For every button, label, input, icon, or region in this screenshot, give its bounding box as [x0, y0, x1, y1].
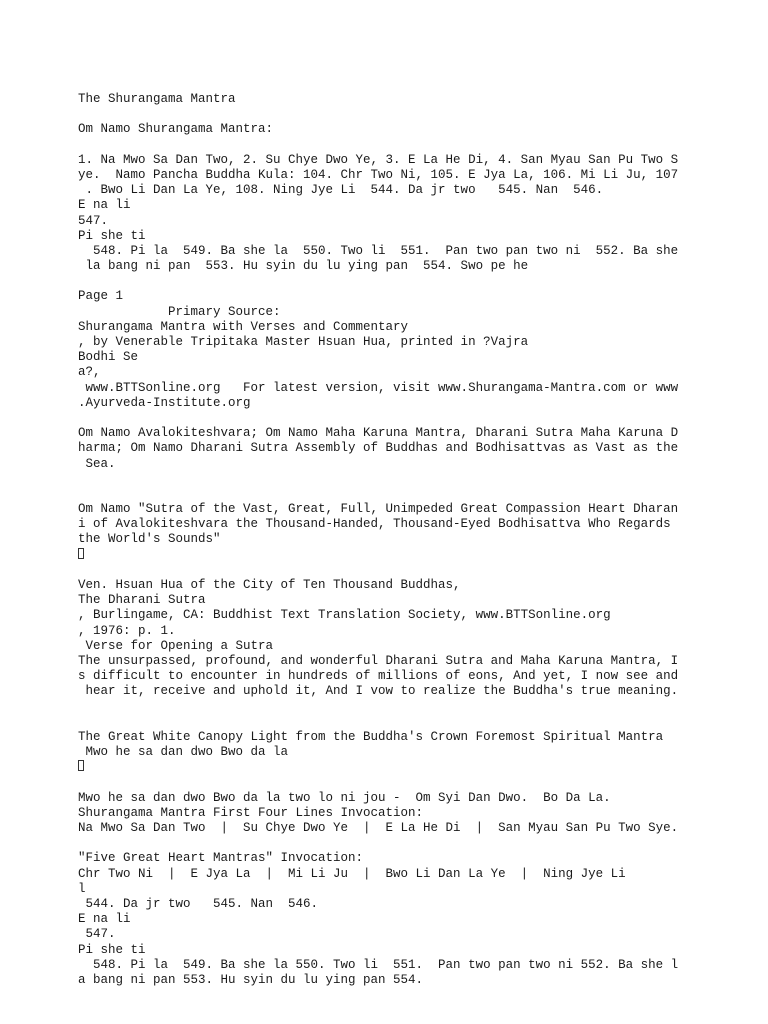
- blank-line: [78, 411, 698, 426]
- text-line: i of Avalokiteshvara the Thousand-Handed, Thousand-Eyed Bodhisattva Who Regards: [78, 517, 671, 532]
- blank-line: [78, 487, 698, 502]
- text-line: Pi she ti: [78, 942, 146, 957]
- text-line: The Dharani Sutra: [78, 593, 206, 608]
- blank-line: [78, 563, 698, 578]
- text-line: Na Mwo Sa Dan Two | Su Chye Dwo Ye | E La He Di | San Myau San Pu Two Sye.: [78, 821, 679, 835]
- text-line: hear it, receive and uphold it, And I vow to realize the Buddha's true meaning.: [78, 684, 679, 699]
- text-line: The Shurangama Mantra: [78, 92, 236, 106]
- text-line: The unsurpassed, profound, and wonderful Dharani Sutra and Maha Karuna Mantra, I: [78, 653, 679, 668]
- blank-line: [78, 472, 698, 487]
- missing-glyph-icon: [78, 548, 698, 563]
- text-line: a?,: [78, 365, 101, 380]
- text-line: Bodhi Se: [78, 350, 139, 365]
- text-line: Om Namo "Sutra of the Vast, Great, Full, Unimpeded Great Compassion Heart Dharan: [78, 502, 679, 517]
- text-line: "Five Great Heart Mantras" Invocation:: [78, 851, 364, 866]
- blank-line: [78, 274, 698, 289]
- text-line: 1. Na Mwo Sa Dan Two, 2. Su Chye Dwo Ye, 3. E La He Di, 4. San Myau San Pu Two S: [78, 152, 679, 167]
- text-line: . Bwo Li Dan La Ye, 108. Ning Jye Li 544. Da jr two 545. Nan 546.: [78, 183, 604, 198]
- text-line: Chr Two Ni | E Jya La | Mi Li Ju | Bwo Li Dan La Ye | Ning Jye Li: [78, 866, 626, 881]
- text-line: Mwo he sa dan dwo Bwo da la: [78, 745, 289, 760]
- text-line: Ven. Hsuan Hua of the City of Ten Thousand Buddhas,: [78, 578, 461, 592]
- text-line: Mwo he sa dan dwo Bwo da la two lo ni jou - Om Syi Dan Dwo. Bo Da La.: [78, 790, 611, 805]
- text-line: E na li: [78, 198, 131, 213]
- blank-line: [78, 107, 698, 122]
- text-line: s difficult to encounter in hundreds of millions of eons, And yet, I now see and: [78, 669, 679, 684]
- text-line: 547.: [78, 213, 109, 228]
- text-line: ye. Namo Pancha Buddha Kula: 104. Chr Two Ni, 105. E Jya La, 106. Mi Li Ju, 107: [78, 167, 679, 182]
- missing-glyph-box-icon: [78, 548, 84, 559]
- text-line: 547.: [78, 927, 116, 942]
- text-line: , by Venerable Tripitaka Master Hsuan Hua, printed in ?Vajra: [78, 335, 529, 349]
- text-line: , 1976: p. 1.: [78, 623, 176, 638]
- text-line: 548. Pi la 549. Ba she la 550. Two li 551. Pan two pan two ni 552. Ba she: [78, 243, 679, 258]
- blank-line: [78, 775, 698, 790]
- text-line: The Great White Canopy Light from the Buddha's Crown Foremost Spiritual Mantra: [78, 729, 664, 744]
- text-line: , Burlingame, CA: Buddhist Text Translation Society, www.BTTSonline.org: [78, 608, 611, 623]
- text-line: a bang ni pan 553. Hu syin du lu ying pan 554.: [78, 972, 424, 987]
- text-line: Pi she ti: [78, 228, 146, 243]
- text-line: the World's Sounds": [78, 532, 221, 547]
- text-line: la bang ni pan 553. Hu syin du lu ying pan 554. Swo pe he: [78, 259, 529, 274]
- blank-line: [78, 836, 698, 851]
- text-line: Primary Source:: [78, 304, 281, 319]
- text-line: www.BTTSonline.org For latest version, visit www.Shurangama-Mantra.com or www: [78, 380, 679, 395]
- text-line: Om Namo Avalokiteshvara; Om Namo Maha Karuna Mantra, Dharani Sutra Maha Karuna D: [78, 426, 679, 441]
- blank-line: [78, 715, 698, 730]
- text-line: Page 1: [78, 289, 124, 304]
- text-line: 548. Pi la 549. Ba she la 550. Two li 551. Pan two pan two ni 552. Ba she l: [78, 957, 679, 972]
- text-line: E na li: [78, 912, 131, 927]
- text-line: harma; Om Namo Dharani Sutra Assembly of Buddhas and Bodhisattvas as Vast as the: [78, 441, 679, 456]
- blank-line: [78, 700, 698, 715]
- text-line: Shurangama Mantra with Verses and Commentary: [78, 319, 409, 334]
- blank-line: [78, 138, 698, 153]
- missing-glyph-icon: [78, 760, 698, 775]
- text-line: Verse for Opening a Sutra: [78, 638, 274, 653]
- text-line: Sea.: [78, 456, 116, 471]
- text-line: l: [78, 881, 86, 896]
- text-line: .Ayurveda-Institute.org: [78, 395, 251, 410]
- text-line: Shurangama Mantra First Four Lines Invocation:: [78, 805, 424, 820]
- text-line: Om Namo Shurangama Mantra:: [78, 122, 274, 137]
- missing-glyph-box-icon: [78, 760, 84, 771]
- document-body: [78, 92, 698, 988]
- text-line: 544. Da jr two 545. Nan 546.: [78, 896, 319, 911]
